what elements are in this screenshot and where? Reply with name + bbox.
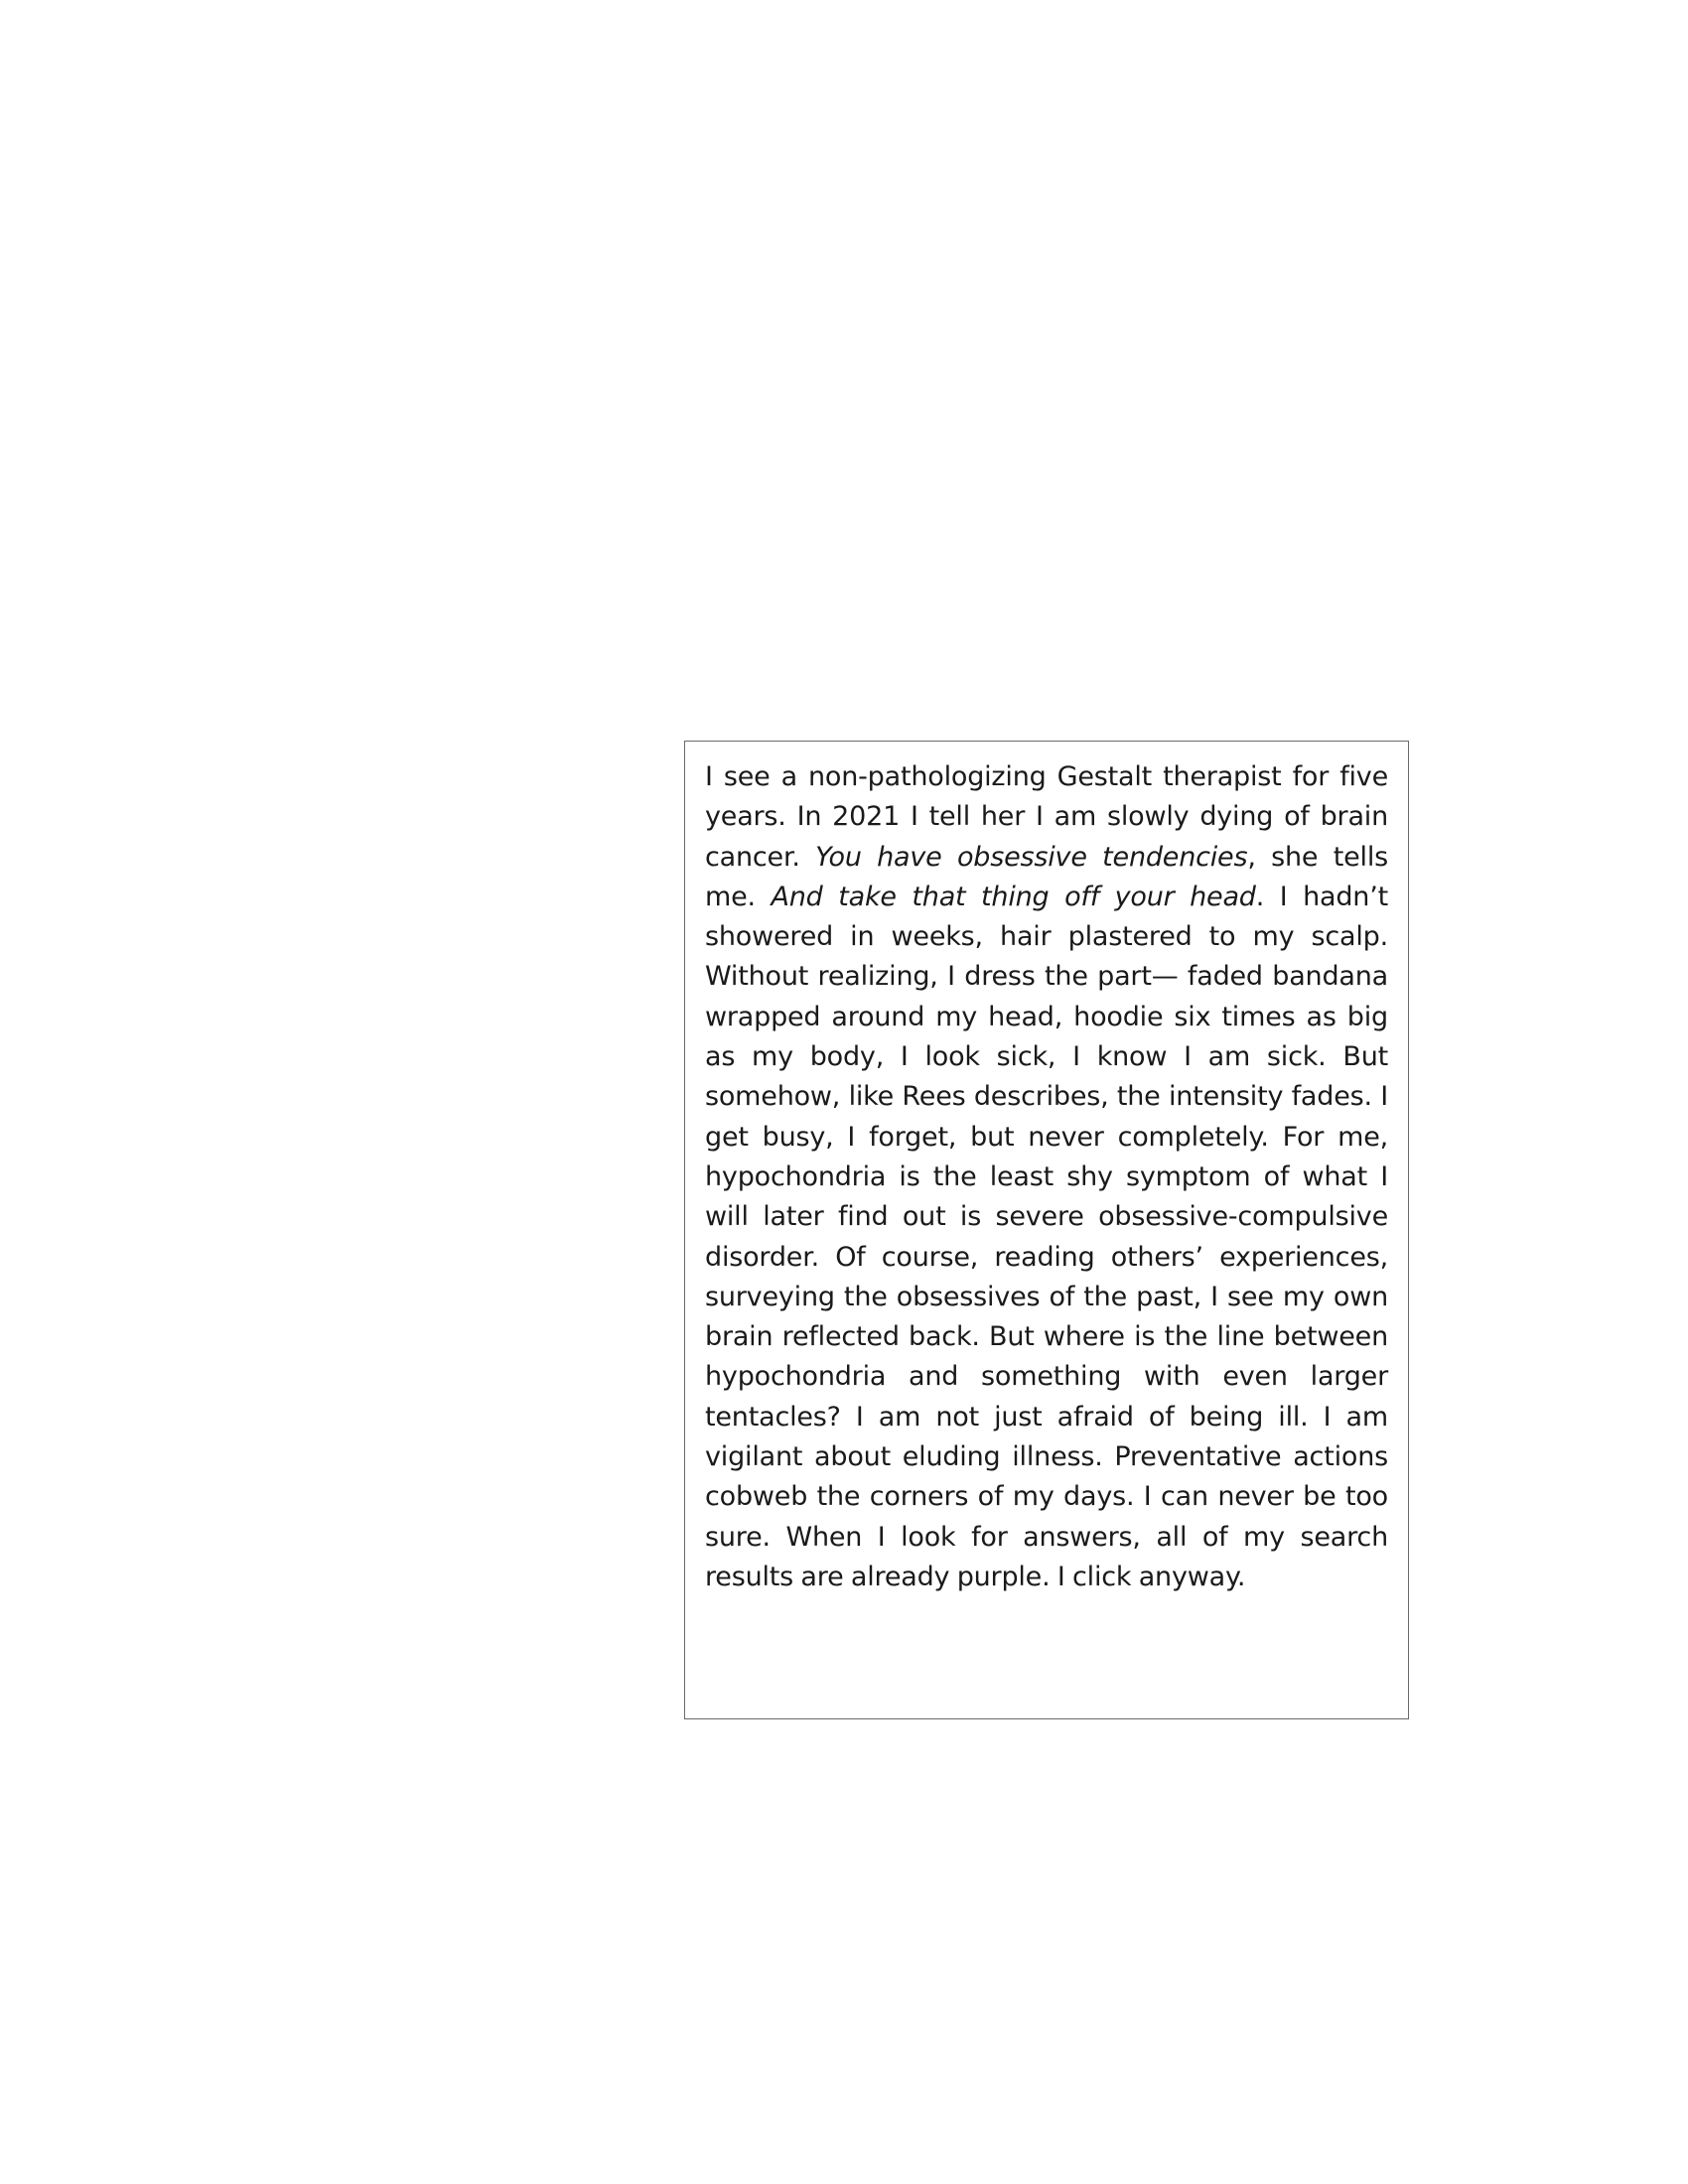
- paragraph-segment: , she tells me.: [705, 841, 1388, 912]
- paragraph-segment: I see a non-pathologizing Gestalt therapist for five years. In 2021 I tell her I am slowly dying of brain cancer.: [705, 761, 1388, 873]
- italic-segment: And take that thing off your head: [771, 881, 1256, 912]
- paragraph-segment: . I hadn’t showered in weeks, hair plastered to my scalp. Without realizing, I dress the part— faded bandana wrapped around my head, hoodie six times as big as my body, I look sick, I know I am sick. But somehow, like Rees describes, the intensity fades. I get busy, I forget, but never completely. For me, hypochondria is the least shy symptom of what I will later find out is severe obsessive-compulsive disorder. Of course, reading others’ experiences, surveying the obsessives of the past, I see my own brain reflected back. But where is the line between hypochondria and something with even larger tentacles? I am not just afraid of being ill. I am vigilant about eluding illness. Preventative actions cobweb the corners of my days. I can never be too sure. When I look for answers, all of my search results are already purple. I click anyway.: [705, 881, 1388, 1592]
- bordered-text-box: [684, 741, 1409, 1719]
- italic-segment: You have obsessive tendencies: [815, 841, 1248, 873]
- body-paragraph: [705, 757, 1388, 1597]
